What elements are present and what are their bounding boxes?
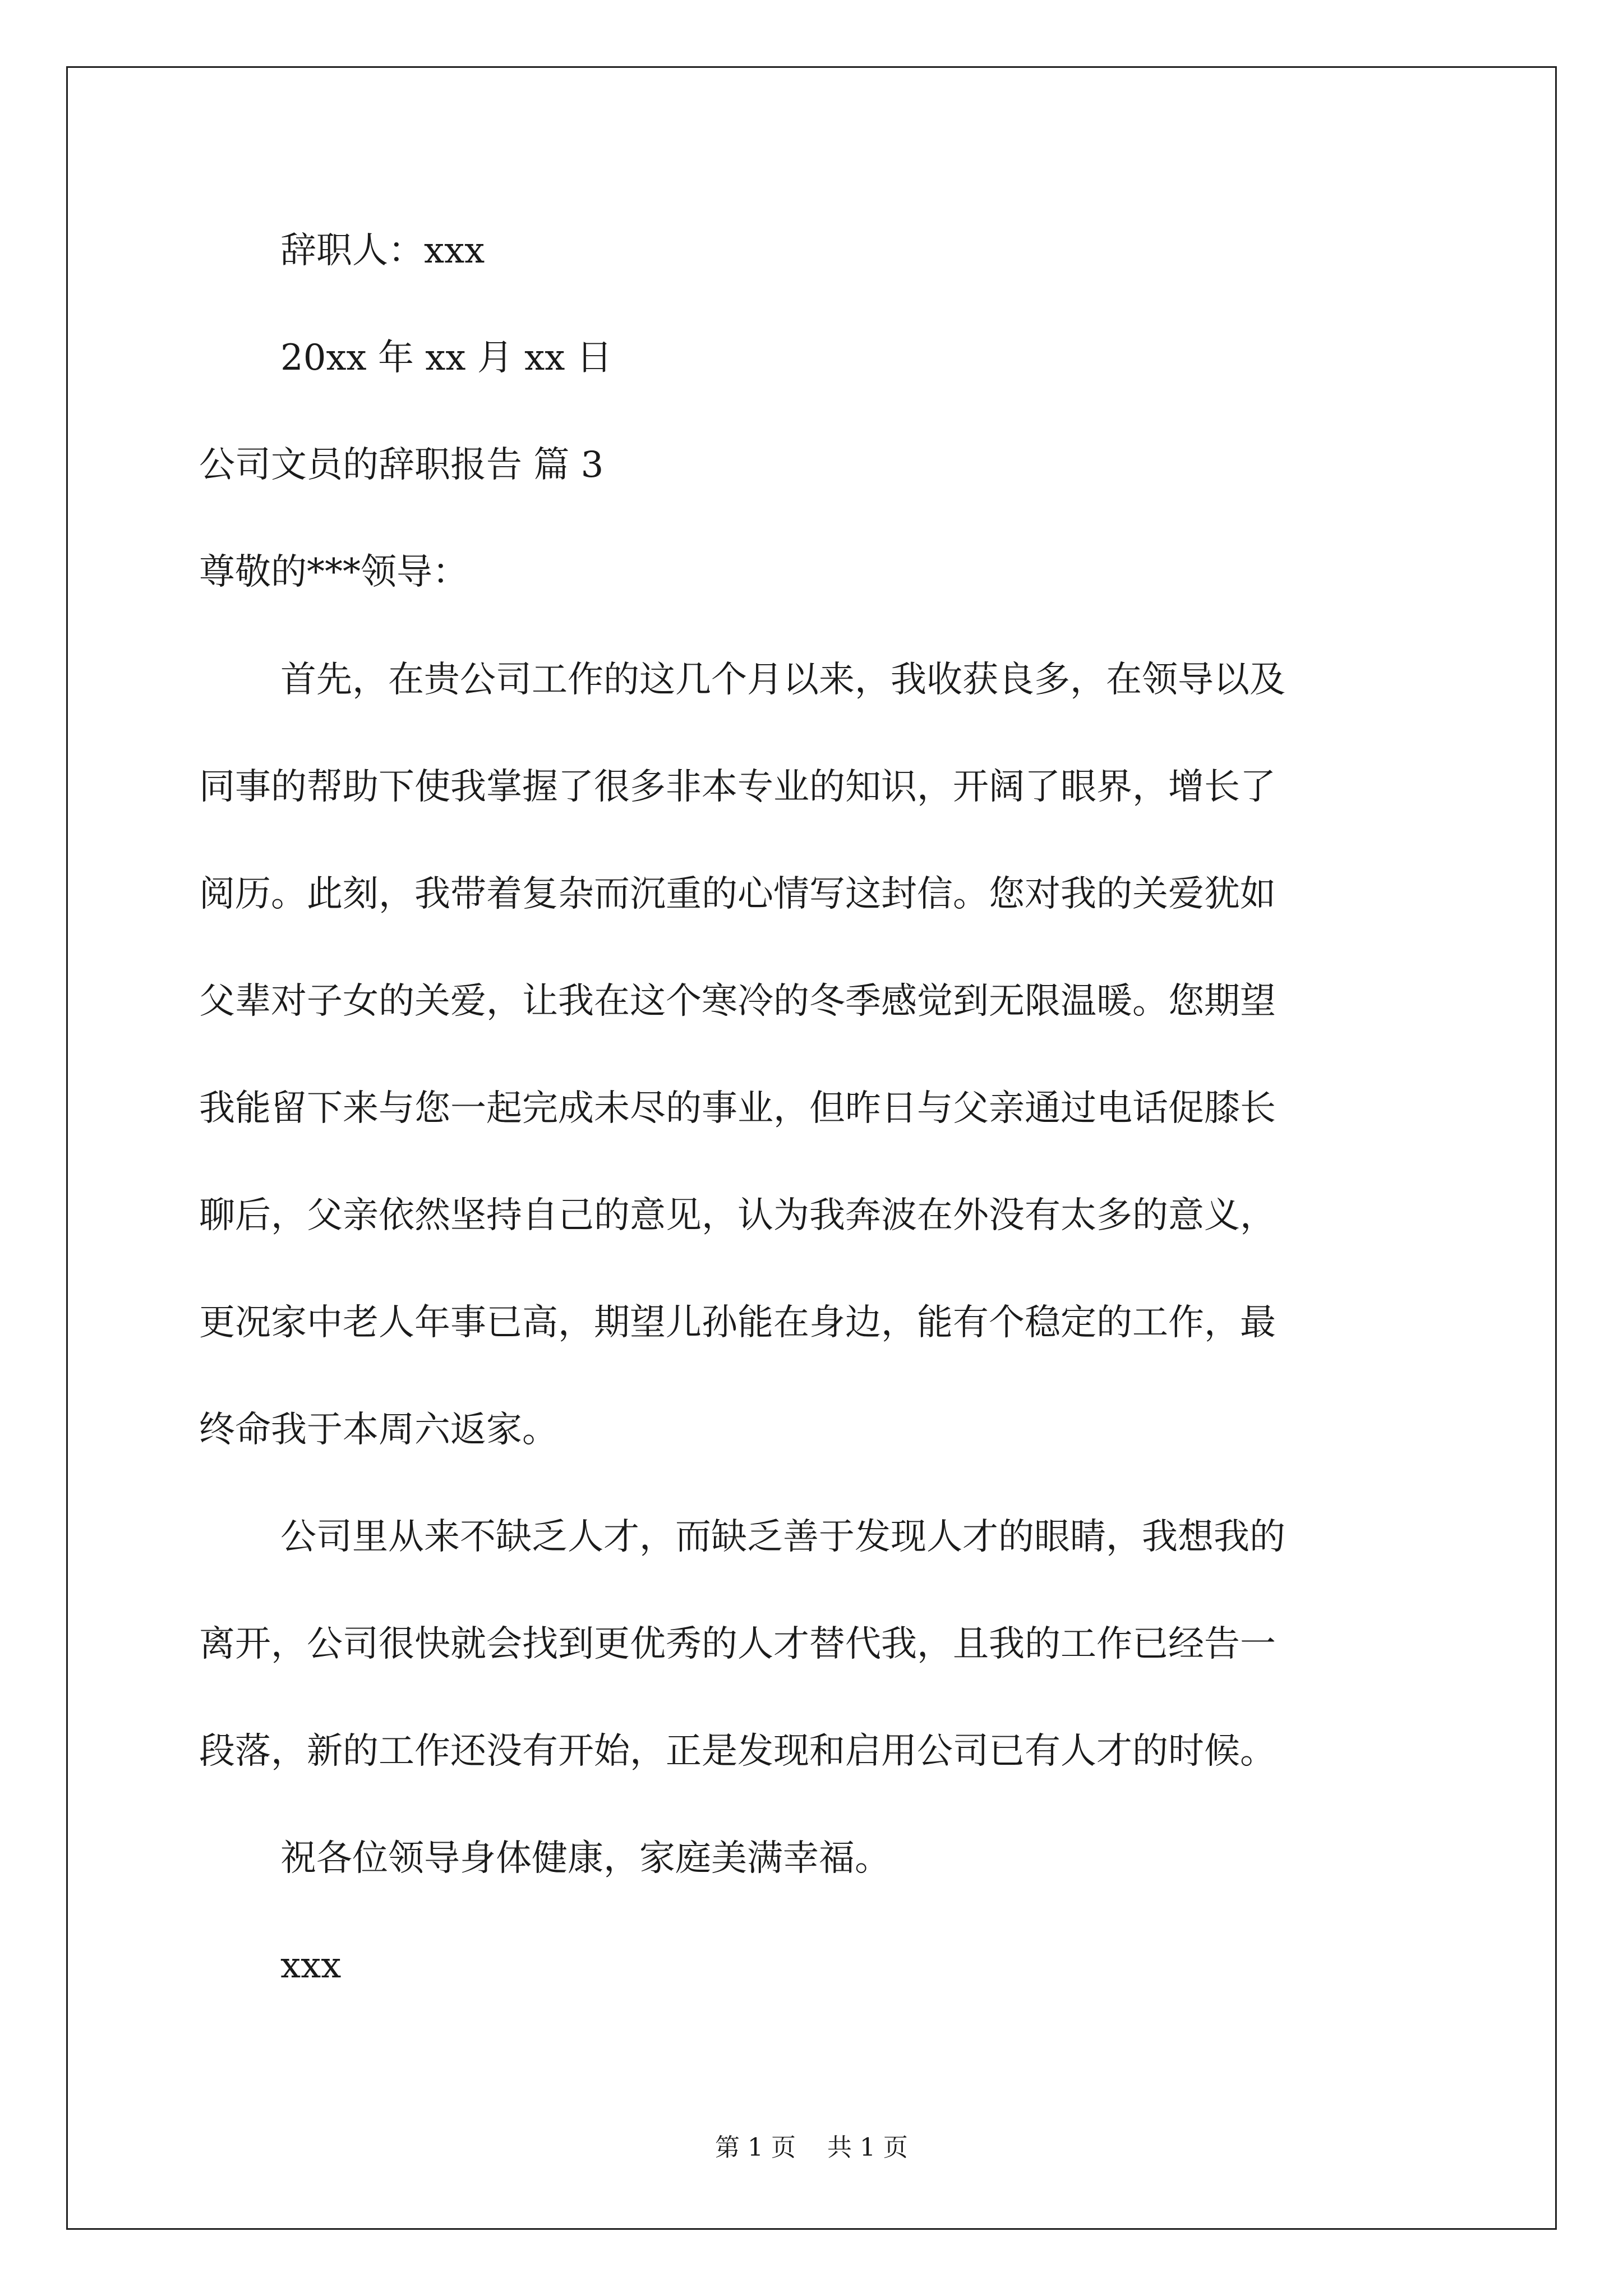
paragraph-line: 同事的帮助下使我掌握了很多非本专业的知识，开阔了眼界，增长了 — [199, 766, 1276, 808]
paragraph-line: 更况家中老人年事已高，期望儿孙能在身边，能有个稳定的工作，最 — [199, 1302, 1276, 1343]
paragraph-line: 首先，在贵公司工作的这几个月以来，我收获良多，在领导以及 — [280, 659, 1285, 701]
resigner-line: 辞职人：xxx — [280, 230, 485, 272]
paragraph-line: 我能留下来与您一起完成未尽的事业，但昨日与父亲通过电话促膝长 — [199, 1088, 1276, 1129]
date-line: 20xx 年 xx 月 xx 日 — [280, 337, 612, 379]
closing-wish: 祝各位领导身体健康，家庭美满幸福。 — [280, 1838, 891, 1879]
paragraph-line: 段落，新的工作还没有开始，正是发现和启用公司已有人才的时候。 — [199, 1731, 1276, 1772]
paragraph-line: 阅历。此刻，我带着复杂而沉重的心情写这封信。您对我的关爱犹如 — [199, 873, 1276, 915]
salutation: 尊敬的***领导： — [199, 551, 468, 593]
signature: xxx — [280, 1945, 342, 1986]
paragraph-line: 终命我于本周六返家。 — [199, 1409, 558, 1451]
paragraph-line: 离开，公司很快就会找到更优秀的人才替代我，且我的工作已经告一 — [199, 1623, 1276, 1665]
section-title: 公司文员的辞职报告 篇 3 — [199, 444, 604, 486]
paragraph-line: 父辈对子女的关爱，让我在这个寒冷的冬季感觉到无限温暖。您期望 — [199, 981, 1276, 1022]
paragraph-line: 公司里从来不缺乏人才，而缺乏善于发现人才的眼睛，我想我的 — [280, 1516, 1285, 1558]
page-footer: 第 1 页 共 1 页 — [715, 2133, 908, 2162]
paragraph-line: 聊后，父亲依然坚持自己的意见，认为我奔波在外没有太多的意义， — [199, 1195, 1276, 1236]
page-border — [66, 66, 1557, 2230]
